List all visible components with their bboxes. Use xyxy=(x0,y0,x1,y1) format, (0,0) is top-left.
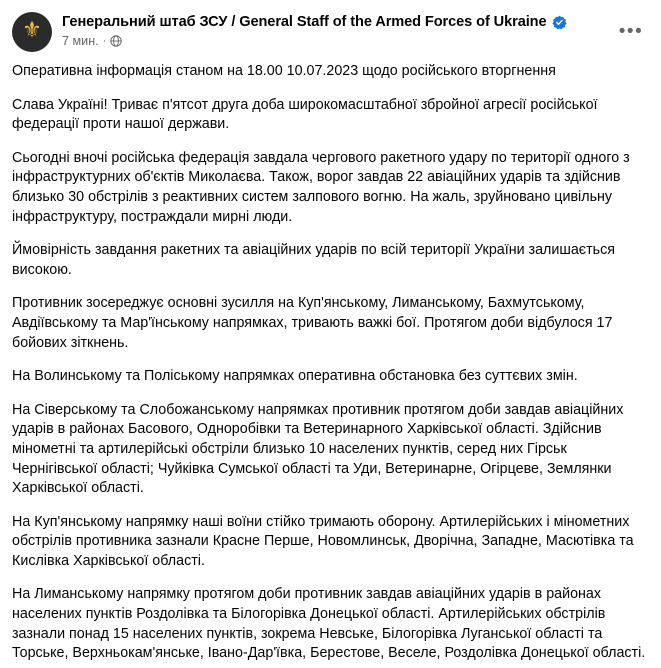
avatar[interactable] xyxy=(12,12,52,52)
post-paragraph: На Куп'янському напрямку наші воїни стійко тримають оборону. Артилерійських і мінометних обстрілів противника зазнали Красне Перше, Новомлинськ, Дворічна, Западне, Масютівка та Кислівка Харківської області. xyxy=(12,513,634,569)
page-name[interactable]: Генеральний штаб ЗСУ / General Staff of the Armed Forces of Ukraine xyxy=(62,14,547,30)
globe-icon xyxy=(110,35,122,47)
post-timestamp[interactable]: 7 мин. xyxy=(62,34,99,48)
post-header-text xyxy=(62,12,649,48)
post-paragraph: Противник зосереджує основні зусилля на Куп'янському, Лиманському, Бахмутському, Авдіївському та Мар'їнському напрямках, тривають важкі бої. Протягом доби відбулося 17 бойових зіткнень. xyxy=(12,295,613,351)
post-paragraph: Оперативна інформація станом на 18.00 10.07.2023 щодо російського вторгнення xyxy=(12,63,556,79)
post-meta xyxy=(62,34,649,48)
post-paragraph: На Волинському та Поліському напрямках оперативна обстановка без суттєвих змін. xyxy=(12,368,578,385)
post-paragraph: Слава Україні! Триває п'ятсот друга доба широкомасштабної збройної агресії російської федерації проти нашої держави. xyxy=(12,96,598,133)
post-options-menu-icon[interactable]: ••• xyxy=(618,21,644,42)
post-body xyxy=(12,60,649,664)
post-header xyxy=(12,12,649,60)
page-name-row xyxy=(62,13,649,31)
meta-separator: · xyxy=(102,34,107,47)
verified-badge-icon xyxy=(552,15,567,30)
trident-icon: ⚜ xyxy=(22,18,42,43)
post-paragraph: Ймовірність завдання ракетних та авіаційних ударів по всій території України залишається високою. xyxy=(12,242,615,278)
post-paragraph: Сьогодні вночі російська федерація завдала чергового ракетного удару по території одного з інфраструктурних об'єктів Миколаєва. Також, ворог завдав 22 авіаційних ударів та здійснив близько 30 обстрілів з реактивних систем залпового вогню. На жаль, зруйновано цивільну інфраструктуру, постраждали мирні люди. xyxy=(12,149,630,225)
post-paragraph: На Лиманському напрямку протягом доби противник завдав авіаційних ударів в районах населених пунктів Роздолівка та Білогорівка Донецької області. Артилерійських обстрілів зазнали понад 15 населених пунктів, зокрема Невське, Білогорівка Луганської області та Торське, Верхньокам'янське, Івано-Дар'ївка, Берестове, Веселе, Роздолівка Донецької області. xyxy=(12,586,646,662)
post-paragraph: На Сіверському та Слобожанському напрямках противник протягом доби завдав авіаційних ударів в районах Басового, Одноробівки та Ветеринарного Харківської області. Здійснив мінометні та артилерійські обстріли близько 10 населених пунктів, серед них Гірськ Чернігівської області; Чуйківка Сумської області та Уди, Ветеринарне, Огірцеве, Землянки Харківської області. xyxy=(12,401,624,497)
